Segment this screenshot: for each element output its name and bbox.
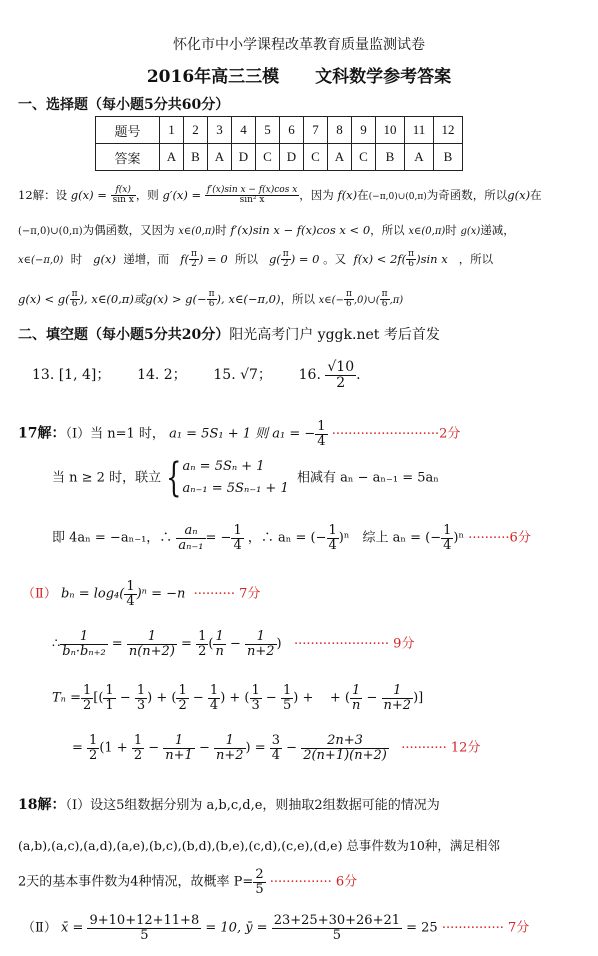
answer-cell: B <box>184 144 208 171</box>
text: 在 <box>530 187 542 202</box>
num-cell: 5 <box>256 117 280 144</box>
q18-line3: 2天的基本事件数为4种情况，故概率 P= $\frac{2}{5}$ ··············· 6分 <box>18 867 358 897</box>
text: = − <box>205 530 232 546</box>
q12-line2 <box>18 222 515 238</box>
q17-line7: = $\frac{1}{2}$ (1 + $\frac{1}{2}$ − $\frac{1}{n+1}$ − $\frac{1}{n+2}$ ) = $\frac{3}{4}$ − $\frac{2n+3}{2(n+1)(n+2)}$ ··········· 12分 <box>72 733 481 763</box>
q12-line4: g(x) < g( $\frac{\pi}{6}$ ), x∈(0,π)或g(x) > g(− $\frac{\pi}{6}$ ), x∈(−π,0)，所以 x∈(− $\frac{\pi}{6}$ ,0)∪( $\frac{\pi}{6}$ ,π) <box>18 289 404 310</box>
part-2-label: （Ⅱ） <box>22 586 57 602</box>
section2-header <box>18 324 440 344</box>
y-numerator: 23+25+30+26+21 <box>273 913 400 928</box>
text: )ⁿ 综上 aₙ = (− <box>338 530 442 546</box>
answer-cell: A <box>328 144 352 171</box>
eq1: aₙ = 5Sₙ + 1 <box>182 459 265 474</box>
math: (−π,0)∪(0,π) <box>18 226 83 237</box>
points-6: ··········6分 <box>468 530 531 546</box>
text: 时 <box>445 223 457 237</box>
answer-16: 16. <box>298 367 321 384</box>
num-cell: 11 <box>405 117 434 144</box>
row-label-number: 题号 <box>96 117 160 144</box>
points-7b: ··············· 7分 <box>441 920 530 936</box>
exam-title-left: 2016年高三三模 <box>146 67 280 87</box>
section2-title: 二、填空题（每小题5分共20分） <box>18 327 230 343</box>
q17-line3: 即 4aₙ = −aₙ₋₁，∴ $\frac{\text{aₙ}}{\text{aₙ₋₁}}$ = − $\frac{1}{4}$ ，∴ aₙ = (− $\frac{1}{4}$ )ⁿ 综上 aₙ = (− $\frac{1}{4}$ )ⁿ ··········6分 <box>52 523 531 553</box>
text: ，∴ aₙ = (− <box>247 530 327 546</box>
number-row <box>96 117 463 144</box>
answer-cell: D <box>232 144 256 171</box>
num-cell: 3 <box>208 117 232 144</box>
text: 当 n ≥ 2 时，联立 <box>52 470 162 486</box>
answer-cell: A <box>405 144 434 171</box>
answer-cell: B <box>434 144 463 171</box>
math: Tₙ = <box>52 690 81 706</box>
x-numerator: 9+10+12+11+8 <box>89 913 200 928</box>
answer-cell: B <box>376 144 405 171</box>
q18-label: 18解： <box>18 797 66 813</box>
num-cell: 9 <box>352 117 376 144</box>
section1-title: 一、选择题（每小题5分共60分） <box>18 97 230 113</box>
y-denominator: 5 <box>332 927 341 943</box>
num-cell: 10 <box>376 117 405 144</box>
q17-label: 17解： <box>18 425 66 442</box>
num-cell: 8 <box>328 117 352 144</box>
points-2: ··························2分 <box>331 426 461 442</box>
q12-line1: 12解：设 g(x) = $\frac{f(x)}{\text{sin x}}$ ，则 g′(x) = $\frac{\text{f′(x)sin x − f(x)cos x}}{\text{sin² x}}$ ，因为 f(x)在(−π,0)∪(0,π)为奇函数，所以g(x)在 <box>18 185 542 206</box>
text: ，因为 <box>299 187 334 202</box>
text: （Ⅱ） <box>22 920 57 936</box>
text: 所以 <box>291 291 315 306</box>
answer-14: 14. 2； <box>137 367 187 384</box>
math: f′(x)sin x − f(x)cos x < 0 <box>230 223 371 237</box>
text: 时 <box>70 251 83 266</box>
fill-answers: 13. [1, 4]； 14. 2； 15. √7； 16. $\frac{√10}{2}$ . <box>32 359 361 391</box>
answer-cell: A <box>208 144 232 171</box>
answer-15: 15. √7； <box>213 367 272 384</box>
text: 在 <box>357 187 369 202</box>
math: x∈(−π,0) <box>18 254 64 266</box>
school-title: 怀化市中小学课程改革教育质量监测试卷 <box>173 37 425 53</box>
math: )ⁿ = −n <box>136 586 186 602</box>
num-cell: 4 <box>232 117 256 144</box>
answer-table <box>95 116 463 171</box>
text: 为奇函数，所以 <box>426 187 508 202</box>
answer-row <box>96 144 463 171</box>
math: g(x) <box>460 226 481 237</box>
math: bₙ = log₄( <box>60 586 125 602</box>
q12-line3: x∈(−π,0) 时 g(x) 递增，而 f( $\frac{\pi}{2}$ ) = 0 所以 g( $\frac{\pi}{2}$ ) = 0 。又 f(x) < 2f( $\frac{\pi}{6}$ )sin x ，所以 <box>18 249 494 270</box>
math: = 10, ȳ = <box>205 920 268 936</box>
q12-label: 12解： <box>18 187 56 202</box>
math: g(x) <box>93 251 116 266</box>
text: ∴ <box>52 636 61 652</box>
text: ，所以 <box>458 251 494 266</box>
answer-cell: C <box>352 144 376 171</box>
text: 为偶函数，又因为 <box>82 223 175 237</box>
num-cell: 1 <box>160 117 184 144</box>
q17-line1: 17解：（Ⅰ）当 n=1 时， a₁ = 5S₁ + 1 则 a₁ = − $\frac{1}{4}$ ··························2分 <box>18 419 461 449</box>
text: 所以 <box>234 251 258 266</box>
math: a₁ = 5S₁ + 1 则 a₁ = − <box>169 426 316 442</box>
text: （Ⅰ）当 n=1 时， <box>65 426 165 442</box>
q18-line2: (a,b),(a,c),(a,d),(a,e),(b,c),(b,d),(b,e),(c,d),(c,e),(d,e) 总事件数为10种，满足相邻 <box>18 838 500 853</box>
math: x∈(0,π) <box>178 226 216 237</box>
text: 。又 <box>323 251 347 266</box>
answer-13: 13. [1, 4]； <box>32 367 111 384</box>
answer-16-fraction: $\frac{√10}{2}$ <box>327 359 355 391</box>
num-cell: 6 <box>280 117 304 144</box>
q18-line1 <box>18 794 440 814</box>
text: 即 4aₙ = −aₙ₋₁，∴ <box>52 530 173 546</box>
math: x̄ = <box>60 920 84 936</box>
num-cell: 7 <box>304 117 328 144</box>
answer-cell: A <box>160 144 184 171</box>
row-label-answer: 答案 <box>96 144 160 171</box>
text: 相减有 aₙ − aₙ₋₁ = 5aₙ <box>297 470 439 486</box>
q17-line4: （Ⅱ） bₙ = log₄( $\frac{1}{4}$ )ⁿ = −n ·········· 7分 <box>22 579 261 609</box>
exam-title <box>0 62 598 87</box>
text: 设 <box>55 187 68 202</box>
answer-cell: D <box>280 144 304 171</box>
points-12: ··········· 12分 <box>401 740 481 756</box>
points-9: ······················· 9分 <box>294 636 415 652</box>
text: 2天的基本事件数为4种情况，故概率 P= <box>18 874 254 890</box>
q17-line2: 当 n ≥ 2 时，联立 { aₙ = 5Sₙ + 1 aₙ₋₁ = 5Sₙ₋₁ + 1 相减有 aₙ − aₙ₋₁ = 5aₙ <box>52 455 439 501</box>
text: 时 <box>215 223 227 237</box>
answer-cell: C <box>304 144 328 171</box>
section2-note: 阳光高考门户 yggk.net 考后首发 <box>229 327 440 343</box>
q18-line4 <box>22 914 529 942</box>
q17-line6: Tₙ = $\frac{1}{2}$ [( $\frac{1}{1}$ − $\frac{1}{3}$ ) + ( $\frac{1}{2}$ − $\frac{1}{4}$ ) + ( $\frac{1}{3}$ − $\frac{1}{5}$ ) + + ( $\frac{1}{n}$ − $\frac{1}{n+2}$ )] <box>52 683 424 713</box>
text: （Ⅰ）设这5组数据分别为 a,b,c,d,e，则抽取2组数据可能的情况为 <box>65 798 440 813</box>
eq2: aₙ₋₁ = 5Sₙ₋₁ + 1 <box>182 481 289 496</box>
num-cell: 12 <box>434 117 463 144</box>
points-7: ·········· 7分 <box>193 586 261 602</box>
math: = 25 <box>406 920 438 936</box>
num-cell: 2 <box>184 117 208 144</box>
text: 递减， <box>480 223 515 237</box>
answer-cell: C <box>256 144 280 171</box>
points-6b: ··············· 6分 <box>269 874 358 890</box>
text: ，所以 <box>370 223 405 237</box>
q17-line5: ∴ $\frac{1}{\text{bₙ·bₙ₊₂}}$ = $\frac{1}{n(n+2)}$ = $\frac{1}{2}$ ( $\frac{1}{n}$ − $\frac{1}{n+2}$ ) ······················· 9分 <box>52 629 415 659</box>
text: 递增，而 <box>123 251 170 266</box>
math: x∈(0,π) <box>408 226 446 237</box>
x-denominator: 5 <box>140 927 149 943</box>
text: ，则 <box>135 187 159 202</box>
exam-title-right: 文科数学参考答案 <box>315 67 452 87</box>
text: )ⁿ <box>453 530 465 546</box>
